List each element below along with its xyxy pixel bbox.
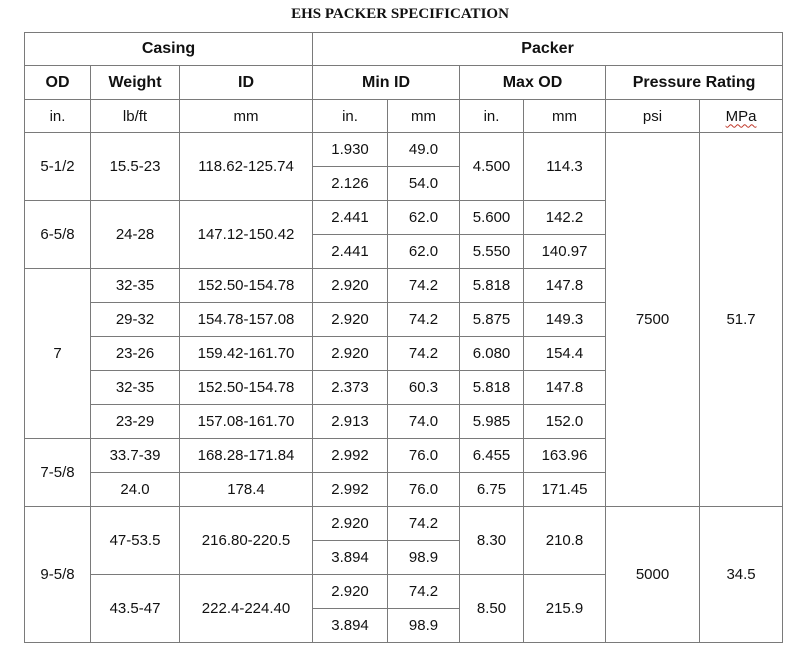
mpa-cell: 34.5 xyxy=(700,507,783,643)
min-id-in-cell: 2.441 xyxy=(313,235,388,269)
weight-cell: 23-29 xyxy=(91,405,180,439)
min-id-in-cell: 2.920 xyxy=(313,269,388,303)
table-row xyxy=(25,133,783,167)
id-cell: 152.50-154.78 xyxy=(180,269,313,303)
max-od-mm-cell: 149.3 xyxy=(524,303,606,337)
max-od-in-cell: 6.455 xyxy=(460,439,524,473)
min-id-in-cell: 2.920 xyxy=(313,575,388,609)
min-id-mm-cell: 76.0 xyxy=(388,439,460,473)
id-cell: 154.78-157.08 xyxy=(180,303,313,337)
min-id-in-cell: 2.920 xyxy=(313,507,388,541)
id-cell: 216.80-220.5 xyxy=(180,507,313,575)
group-header-row xyxy=(25,33,783,66)
min-id-in-cell: 2.920 xyxy=(313,337,388,371)
id-cell: 157.08-161.70 xyxy=(180,405,313,439)
min-id-mm-cell: 62.0 xyxy=(388,201,460,235)
max-od-mm-cell: 152.0 xyxy=(524,405,606,439)
id-cell: 222.4-224.40 xyxy=(180,575,313,643)
pressure-rating-header: Pressure Rating xyxy=(606,66,783,100)
min-id-in-cell: 2.913 xyxy=(313,405,388,439)
max-od-in-cell: 5.550 xyxy=(460,235,524,269)
max-od-in-cell: 4.500 xyxy=(460,133,524,201)
min-id-in-cell: 3.894 xyxy=(313,541,388,575)
min-id-mm-cell: 98.9 xyxy=(388,541,460,575)
weight-cell: 33.7-39 xyxy=(91,439,180,473)
min-id-in-cell: 2.441 xyxy=(313,201,388,235)
id-cell: 168.28-171.84 xyxy=(180,439,313,473)
max-od-mm-cell: 147.8 xyxy=(524,269,606,303)
min-id-in-cell: 2.126 xyxy=(313,167,388,201)
max-od-in-cell: 6.75 xyxy=(460,473,524,507)
id-header: ID xyxy=(180,66,313,100)
unit-min-id-in: in. xyxy=(313,100,388,133)
max-od-mm-cell: 147.8 xyxy=(524,371,606,405)
document-title: EHS PACKER SPECIFICATION xyxy=(291,6,509,22)
weight-header: Weight xyxy=(91,66,180,100)
min-id-mm-cell: 74.2 xyxy=(388,269,460,303)
min-id-mm-cell: 49.0 xyxy=(388,133,460,167)
min-id-in-cell: 1.930 xyxy=(313,133,388,167)
min-id-mm-cell: 98.9 xyxy=(388,609,460,643)
min-id-mm-cell: 74.2 xyxy=(388,575,460,609)
column-header-row xyxy=(25,66,783,100)
unit-weight: lb/ft xyxy=(91,100,180,133)
unit-max-od-in: in. xyxy=(460,100,524,133)
max-od-mm-cell: 171.45 xyxy=(524,473,606,507)
min-id-mm-cell: 74.2 xyxy=(388,337,460,371)
psi-cell: 5000 xyxy=(606,507,700,643)
max-od-mm-cell: 163.96 xyxy=(524,439,606,473)
max-od-mm-cell: 210.8 xyxy=(524,507,606,575)
id-cell: 178.4 xyxy=(180,473,313,507)
table-row xyxy=(25,507,783,541)
min-id-mm-cell: 62.0 xyxy=(388,235,460,269)
min-id-in-cell: 2.373 xyxy=(313,371,388,405)
min-id-mm-cell: 74.2 xyxy=(388,303,460,337)
weight-cell: 24-28 xyxy=(91,201,180,269)
min-id-mm-cell: 74.2 xyxy=(388,507,460,541)
weight-cell: 32-35 xyxy=(91,371,180,405)
casing-group-header: Casing xyxy=(25,33,313,66)
max-od-in-cell: 6.080 xyxy=(460,337,524,371)
max-od-header: Max OD xyxy=(460,66,606,100)
weight-cell: 32-35 xyxy=(91,269,180,303)
weight-cell: 24.0 xyxy=(91,473,180,507)
id-cell: 152.50-154.78 xyxy=(180,371,313,405)
max-od-mm-cell: 154.4 xyxy=(524,337,606,371)
psi-cell: 7500 xyxy=(606,133,700,507)
max-od-mm-cell: 114.3 xyxy=(524,133,606,201)
max-od-in-cell: 5.600 xyxy=(460,201,524,235)
max-od-mm-cell: 142.2 xyxy=(524,201,606,235)
packer-group-header: Packer xyxy=(313,33,783,66)
mpa-cell: 51.7 xyxy=(700,133,783,507)
id-cell: 159.42-161.70 xyxy=(180,337,313,371)
max-od-mm-cell: 140.97 xyxy=(524,235,606,269)
weight-cell: 43.5-47 xyxy=(91,575,180,643)
weight-cell: 15.5-23 xyxy=(91,133,180,201)
min-id-in-cell: 2.992 xyxy=(313,473,388,507)
min-id-mm-cell: 76.0 xyxy=(388,473,460,507)
unit-mpa-text: MPa xyxy=(725,107,757,125)
od-cell: 9-5/8 xyxy=(25,507,91,643)
min-id-mm-cell: 74.0 xyxy=(388,405,460,439)
od-cell: 6-5/8 xyxy=(25,201,91,269)
unit-min-id-mm: mm xyxy=(388,100,460,133)
min-id-mm-cell: 54.0 xyxy=(388,167,460,201)
max-od-in-cell: 5.818 xyxy=(460,371,524,405)
max-od-in-cell: 5.985 xyxy=(460,405,524,439)
max-od-mm-cell: 215.9 xyxy=(524,575,606,643)
id-cell: 118.62-125.74 xyxy=(180,133,313,201)
od-cell: 5-1/2 xyxy=(25,133,91,201)
od-cell: 7-5/8 xyxy=(25,439,91,507)
unit-od: in. xyxy=(25,100,91,133)
unit-mpa xyxy=(700,100,783,133)
unit-psi: psi xyxy=(606,100,700,133)
max-od-in-cell: 5.818 xyxy=(460,269,524,303)
min-id-in-cell: 3.894 xyxy=(313,609,388,643)
unit-id: mm xyxy=(180,100,313,133)
min-id-mm-cell: 60.3 xyxy=(388,371,460,405)
weight-cell: 29-32 xyxy=(91,303,180,337)
unit-max-od-mm: mm xyxy=(524,100,606,133)
min-id-header: Min ID xyxy=(313,66,460,100)
unit-row xyxy=(25,100,783,133)
max-od-in-cell: 5.875 xyxy=(460,303,524,337)
id-cell: 147.12-150.42 xyxy=(180,201,313,269)
max-od-in-cell: 8.30 xyxy=(460,507,524,575)
od-cell: 7 xyxy=(25,269,91,439)
spec-table xyxy=(24,32,783,643)
min-id-in-cell: 2.992 xyxy=(313,439,388,473)
weight-cell: 47-53.5 xyxy=(91,507,180,575)
max-od-in-cell: 8.50 xyxy=(460,575,524,643)
weight-cell: 23-26 xyxy=(91,337,180,371)
od-header: OD xyxy=(25,66,91,100)
min-id-in-cell: 2.920 xyxy=(313,303,388,337)
